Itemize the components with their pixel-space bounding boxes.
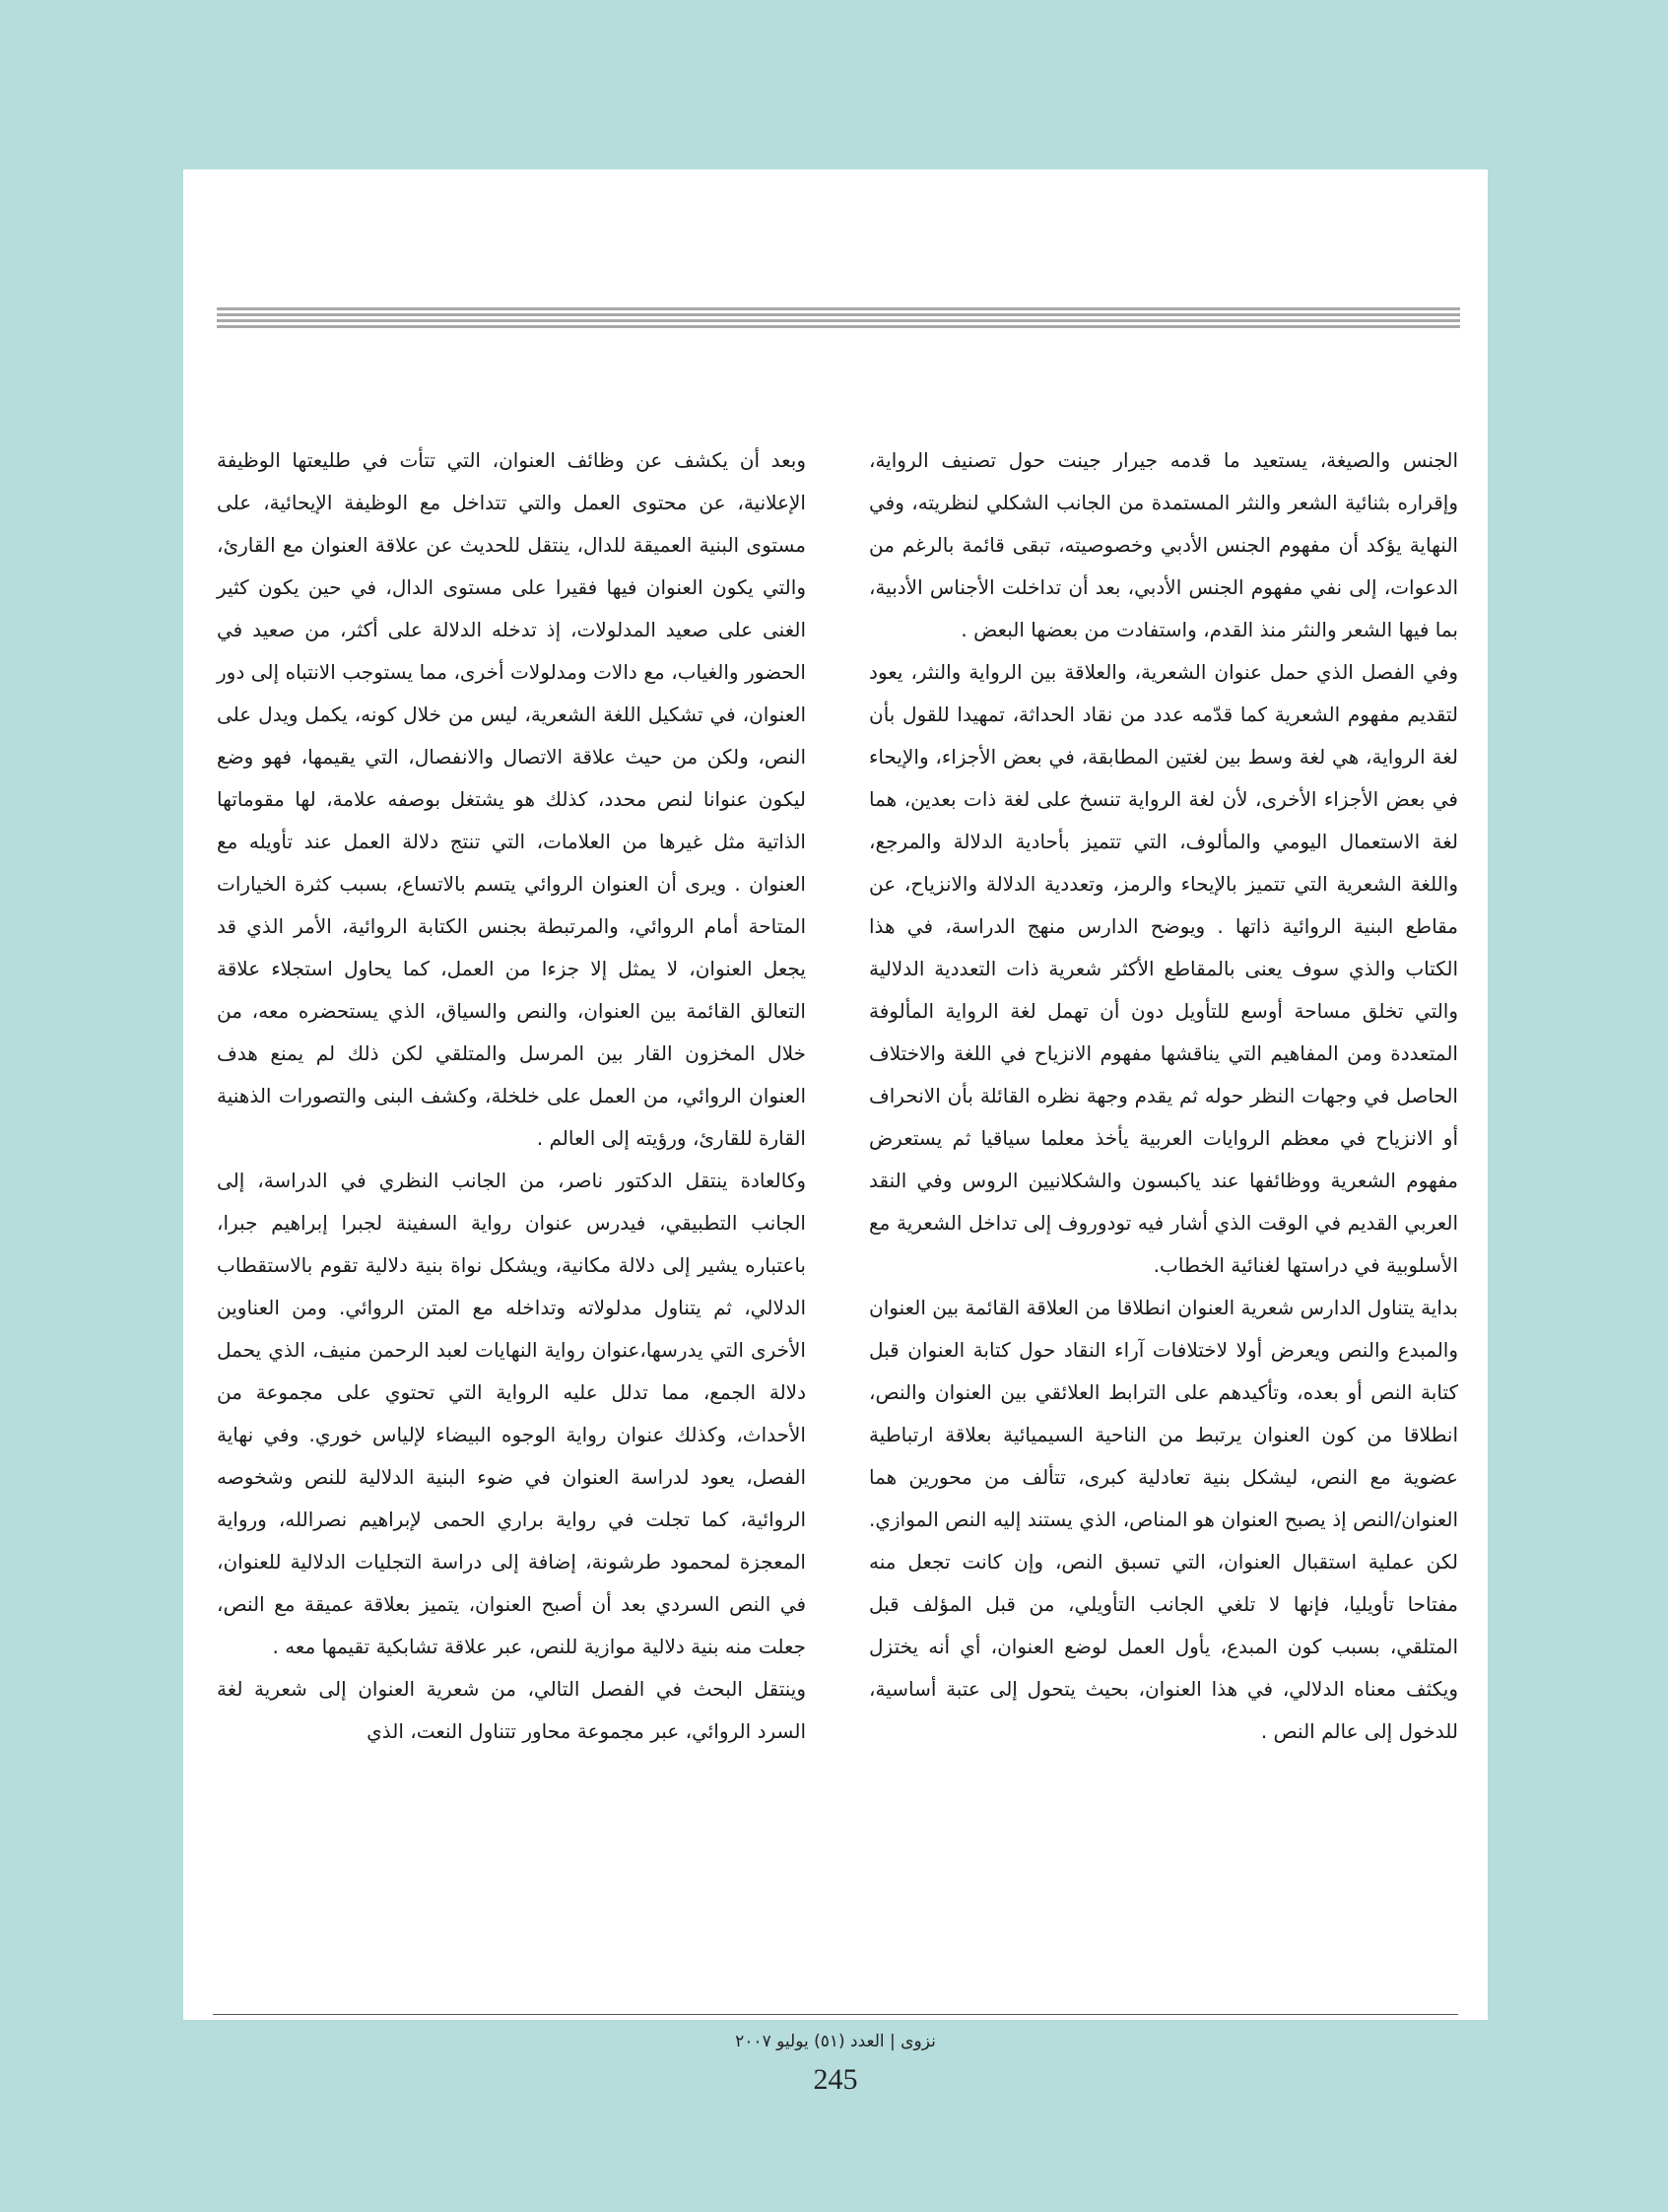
footer-masthead: نزوى | العدد (٥١) يوليو ٢٠٠٧ [735,2032,936,2051]
rule-line [217,325,1460,328]
paragraph: وبعد أن يكشف عن وظائف العنوان، التي تتأت في طليعتها الوظيفة الإعلانية، عن محتوى العمل والتي تتداخل مع الوظيفة الإيحائية، على مستوى البنية العميقة للدال، ينتقل للحديث عن علاقة العنوان مع القارئ، والتي يكون العنوان فيها فقيرا على مستوى الدال، في حين يكون كثير الغنى على صعيد المدلولات، إذ تدخله الدلالة على أكثر، من صعيد في الحضور والغياب، مع دالات ومدلولات أخرى، مما يستوجب الانتباه إلى دور العنوان، في تشكيل اللغة الشعرية، ليس من خلال كونه، يكمل ويدل على النص، ولكن من حيث علاقة الاتصال والانفصال، التي يقيمها، فهو وضع ليكون عنوانا لنص محدد، كذلك هو يشتغل بوصفه علامة، لها مقوماتها الذاتية مثل غيرها من العلامات، التي تنتج دلالة العمل عند تأويله مع العنوان . ويرى أن العنوان الروائي يتسم بالاتساع، بسبب كثرة الخيارات المتاحة أمام الروائي، والمرتبطة بجنس الكتابة الروائية، الأمر الذي قد يجعل العنوان، لا يمثل إلا جزءا من العمل، كما يحاول استجلاء علاقة التعالق القائمة بين العنوان، والنص والسياق، الذي يستحضره معه، من خلال المخزون القار بين المرسل والمتلقي لكن ذلك لم يمنع هدف العنوان الروائي، من العمل على خلخلة، وكشف البنى والتصورات الذهنية القارة للقارئ، ورؤيته إلى العالم . [217,448,806,1150]
paragraph: وكالعادة ينتقل الدكتور ناصر، من الجانب النظري في الدراسة، إلى الجانب التطبيقي، فيدرس عنوان رواية السفينة لجبرا إبراهيم جبرا، باعتباره يشير إلى دلالة مكانية، ويشكل نواة بنية دلالية تقوم بالاستقطاب الدلالي، ثم يتناول مدلولاته وتداخله مع المتن الروائي. ومن العناوين الأخرى التي يدرسها،عنوان رواية النهايات لعبد الرحمن منيف، الذي يحمل دلالة الجمع، مما تدلل عليه الرواية التي تحتوي على مجموعة من الأحداث، وكذلك عنوان رواية الوجوه البيضاء لإلياس خوري. وفي نهاية الفصل، يعود لدراسة العنوان في ضوء البنية الدلالية للنص وشخوصه الروائية، كما تجلت في رواية براري الحمى لإبراهيم نصرالله، ورواية المعجزة لمحمود طرشونة، إضافة إلى دراسة التجليات الدلالية للعنوان، في النص السردي بعد أن أصبح العنوان، يتميز بعلاقة عميقة مع النص، جعلت منه بنية دلالية موازية للنص، عبر علاقة تشابكية تقيمها معه . [217,1169,806,1658]
header-rule [217,307,1460,331]
left-column [217,439,806,1753]
rule-line [217,313,1460,316]
right-column [869,439,1458,1753]
page-number: 245 [813,2063,858,2096]
rule-line [217,319,1460,322]
paragraph: وفي الفصل الذي حمل عنوان الشعرية، والعلاقة بين الرواية والنثر، يعود لتقديم مفهوم الشعرية كما قدّمه عدد من نقاد الحداثة، تمهيدا للقول بأن لغة الرواية، هي لغة وسط بين لغتين المطابقة، في بعض الأجزاء، والإيحاء في بعض الأجزاء الأخرى، لأن لغة الرواية تنسخ على لغة ذات بعدين، هما لغة الاستعمال اليومي والمألوف، التي تتميز بأحادية الدلالة والمرجع، واللغة الشعرية التي تتميز بالإيحاء والرمز، وتعددية الدلالة والانزياح، عن مقاطع البنية الروائية ذاتها . ويوضح الدارس منهج الدراسة، في هذا الكتاب والذي سوف يعنى بالمقاطع الأكثر شعرية ذات التعددية الدلالية والتي تخلق مساحة أوسع للتأويل دون أن تهمل لغة الرواية المألوفة المتعددة ومن المفاهيم التي يناقشها مفهوم الانزياح في اللغة والاختلاف الحاصل في وجهات النظر حوله ثم يقدم وجهة نظره القائلة بأن الانحراف أو الانزياح في معظم الروايات العربية يأخذ معلما سياقيا ثم يستعرض مفهوم الشعرية ووظائفها عند ياكبسون والشكلانيين الروس وفي النقد العربي القديم في الوقت الذي أشار فيه تودوروف إلى تداخل الشعرية مع الأسلوبية في دراستها لغنائية الخطاب. [869,660,1458,1277]
paragraph: بداية يتناول الدارس شعرية العنوان انطلاقا من العلاقة القائمة بين العنوان والمبدع والنص ويعرض أولا لاختلافات آراء النقاد حول كتابة العنوان قبل كتابة النص أو بعده، وتأكيدهم على الترابط العلائقي بين العنوان والنص، انطلاقا من كون العنوان يرتبط من الناحية السيميائية بعلاقة ارتباطية عضوية مع النص، ليشكل بنية تعادلية كبرى، تتألف من محورين هما العنوان/النص إذ يصبح العنوان هو المناص، الذي يستند إليه النص الموازي. لكن عملية استقبال العنوان، التي تسبق النص، وإن كانت تجعل منه مفتاحا تأويليا، فإنها لا تلغي الجانب التأويلي، من قبل المؤلف قبل المتلقي، بسبب كون المبدع، يأول العمل لوضع العنوان، أي أنه يختزل ويكثف معناه الدلالي، في هذا العنوان، بحيث يتحول إلى عتبة أساسية، للدخول إلى عالم النص . [869,1296,1458,1743]
rule-line [217,307,1460,310]
paragraph: وينتقل البحث في الفصل التالي، من شعرية العنوان إلى شعرية لغة السرد الروائي، عبر مجموعة محاور تتناول النعت، الذي [217,1677,806,1743]
paragraph: الجنس والصيغة، يستعيد ما قدمه جيرار جينت حول تصنيف الرواية، وإقراره بثنائية الشعر والنثر المستمدة من الجانب الشكلي لنظريته، وفي النهاية يؤكد أن مفهوم الجنس الأدبي وخصوصيته، تبقى قائمة بالرغم من الدعوات، إلى نفي مفهوم الجنس الأدبي، بعد أن تداخلت الأجناس الأدبية، بما فيها الشعر والنثر منذ القدم، واستفادت من بعضها البعض . [869,448,1458,641]
page-sheet [183,169,1488,2020]
footer-rule [213,2014,1458,2015]
